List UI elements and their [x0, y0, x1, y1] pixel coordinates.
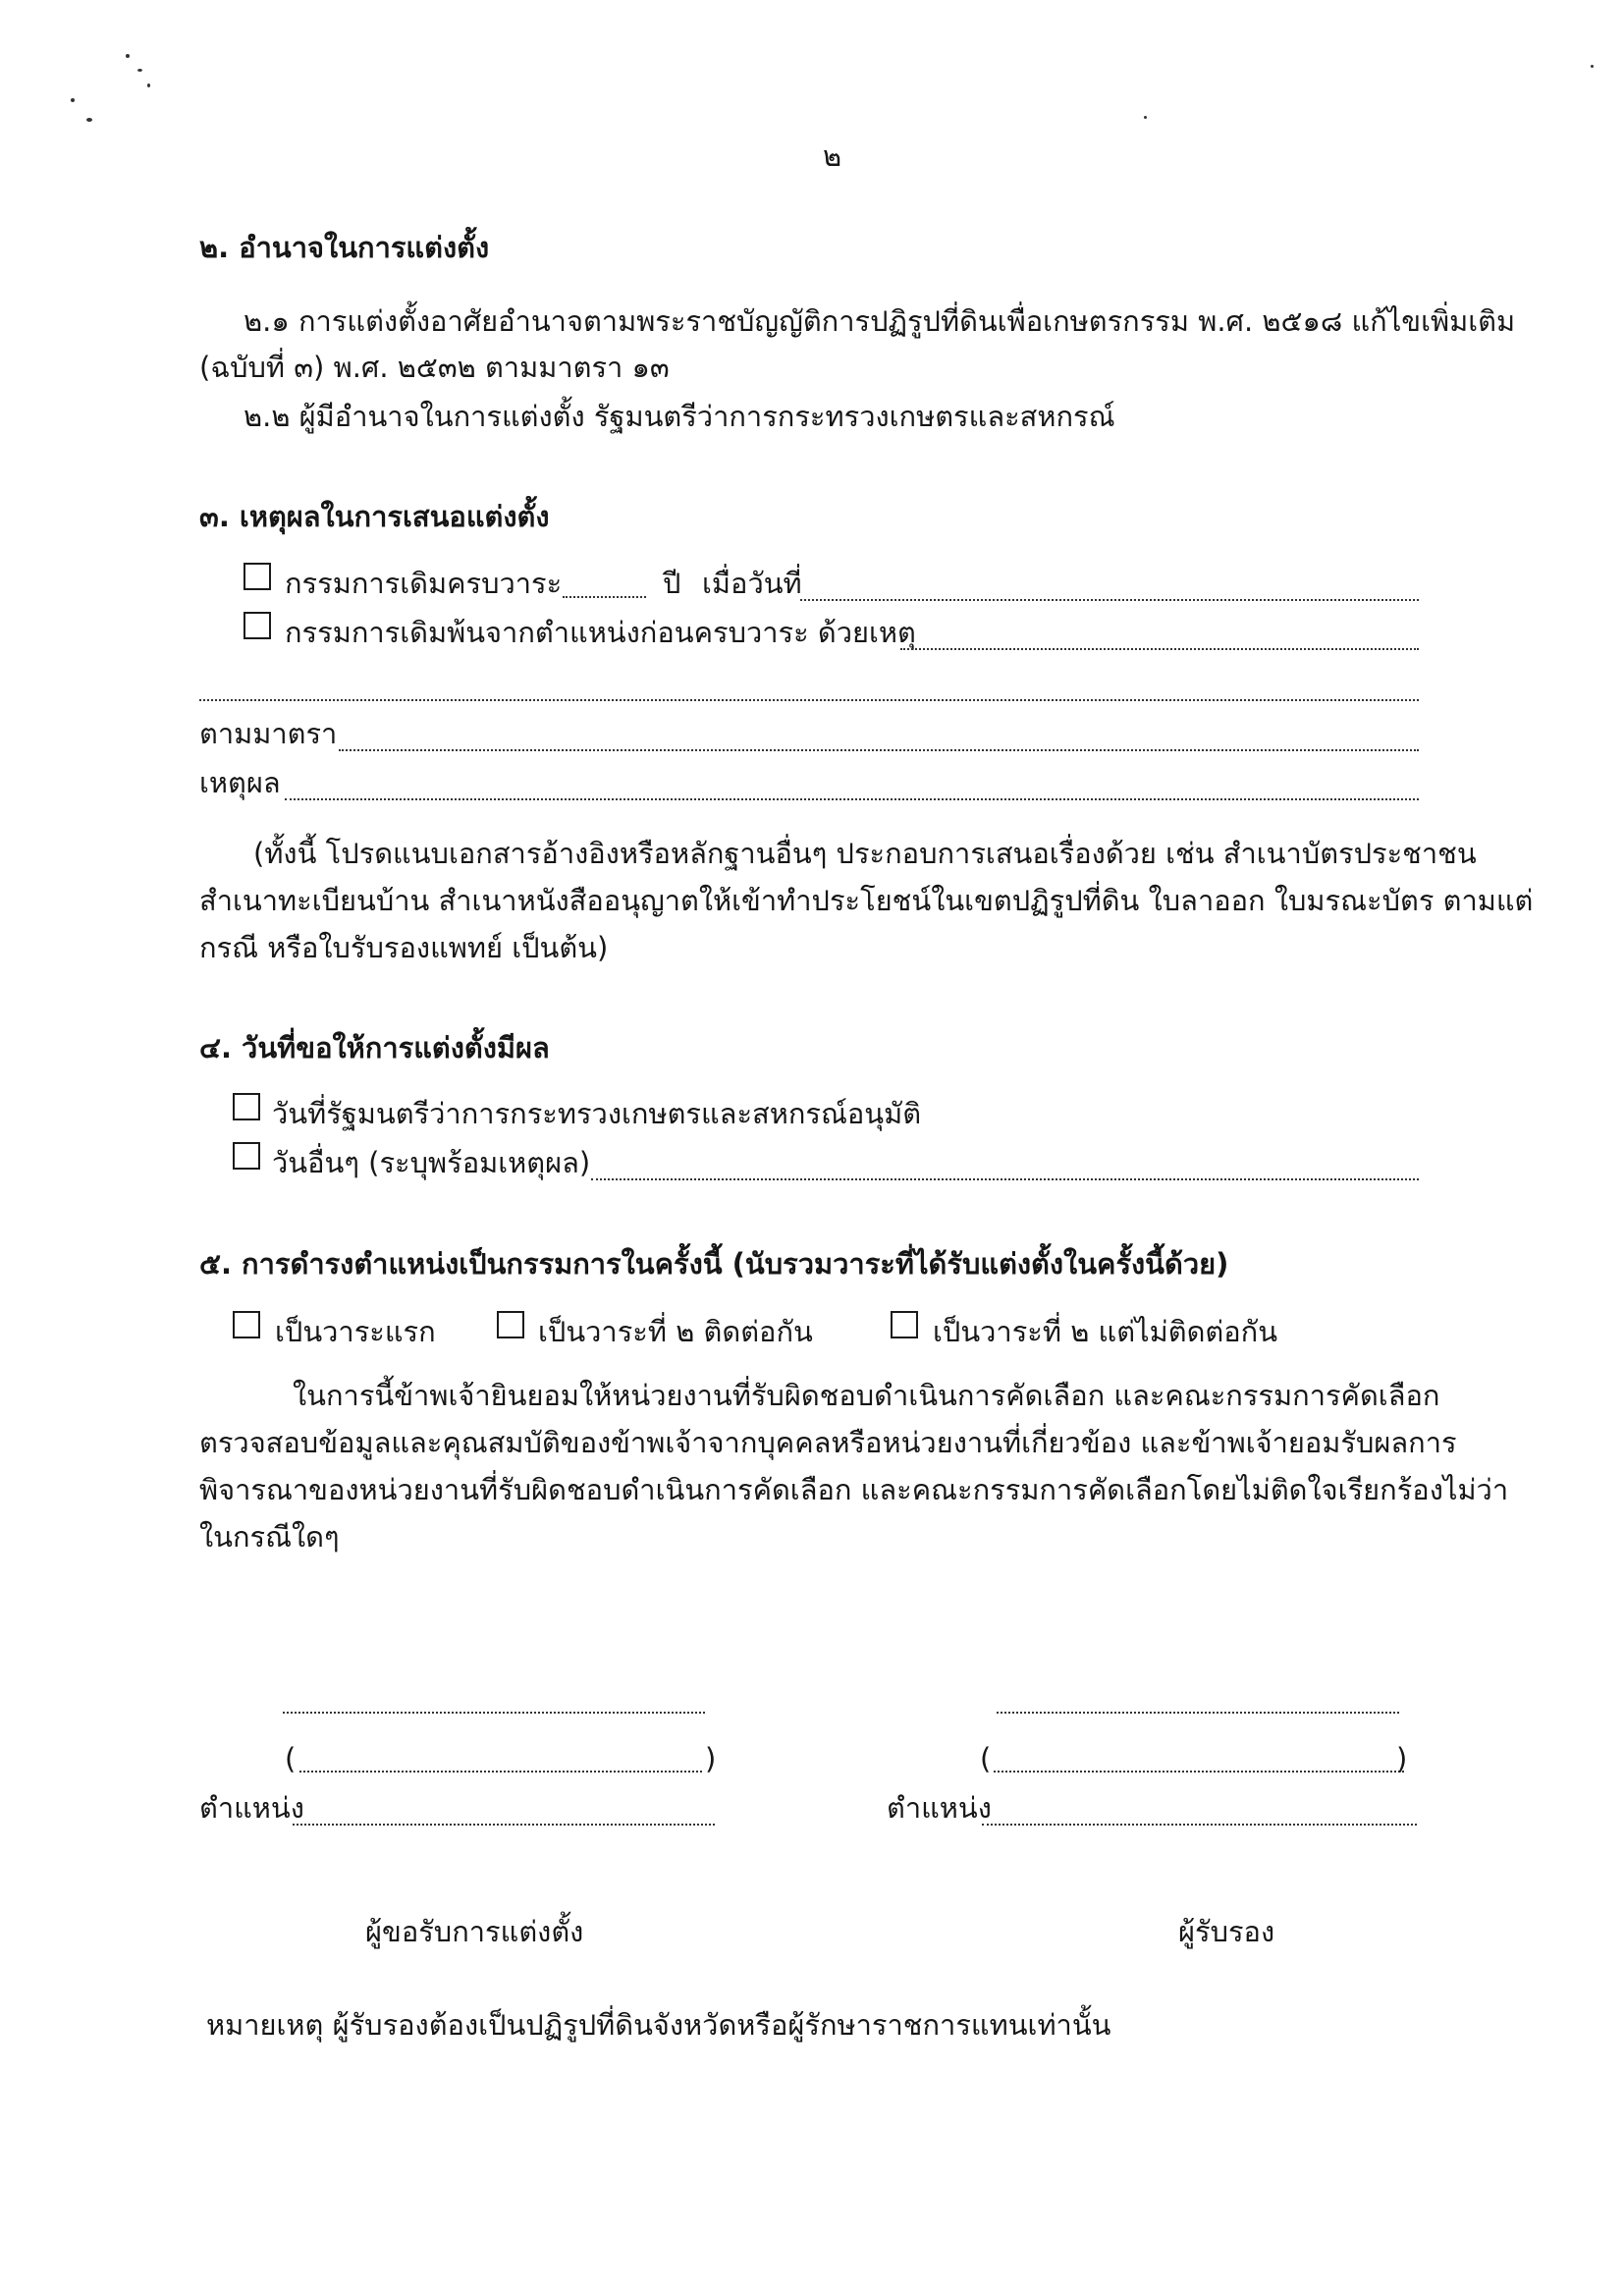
certifier-role-label: ผู้รับรอง	[1178, 1915, 1275, 1948]
certifier-open-paren: (	[980, 1742, 992, 1775]
certifier-position-label: ตำแหน่ง	[887, 1791, 992, 1825]
applicant-position-field[interactable]	[293, 1824, 715, 1826]
checkbox-first-term[interactable]	[233, 1311, 260, 1338]
reason-field[interactable]	[285, 798, 1419, 800]
certifier-signature-field[interactable]	[997, 1712, 1399, 1714]
option-minister-approval-date-label: วันที่รัฐมนตรีว่าการกระทรวงเกษตรและสหกรณ์อนุมัติ	[272, 1097, 922, 1130]
consent-line4: ในกรณีใดๆ	[199, 1520, 340, 1554]
section-3-heading: ๓. เหตุผลในการเสนอแต่งตั้ง	[199, 500, 550, 533]
option-term-completed-label: กรรมการเดิมครบวาระ	[285, 567, 563, 600]
section-2-2: ๒.๒ ผู้มีอำนาจในการแต่งตั้ง รัฐมนตรีว่าการกระทรวงเกษตรและสหกรณ์	[244, 400, 1115, 433]
certifier-position-field[interactable]	[982, 1824, 1417, 1826]
scan-speck	[137, 69, 142, 72]
term-end-date-field[interactable]	[800, 599, 1419, 601]
section-2-heading: ๒. อำนาจในการแต่งตั้ง	[199, 231, 490, 264]
section-4-heading: ๔. วันที่ขอให้การแต่งตั้งมีผล	[199, 1031, 550, 1064]
checkbox-second-consecutive-term[interactable]	[497, 1311, 524, 1338]
applicant-signature-field[interactable]	[283, 1712, 705, 1714]
other-date-reason-field[interactable]	[591, 1178, 1419, 1180]
attachment-note-line3: กรณี หรือใบรับรองแพทย์ เป็นต้น)	[199, 931, 609, 964]
scan-speck	[1591, 65, 1594, 68]
early-leave-cause-field[interactable]	[900, 648, 1419, 650]
certifier-close-paren: )	[1396, 1742, 1408, 1775]
applicant-open-paren: (	[285, 1742, 297, 1775]
section-label: ตามมาตรา	[199, 717, 338, 750]
reason-label: เหตุผล	[199, 766, 281, 799]
consent-line1: ในการนี้ข้าพเจ้ายินยอมให้หน่วยงานที่รับผิดชอบดำเนินการคัดเลือก และคณะกรรมการคัดเลือก	[293, 1379, 1440, 1412]
option-left-office-early-label: กรรมการเดิมพ้นจากตำแหน่งก่อนครบวาระ ด้วยเหตุ	[285, 616, 916, 649]
term-years-field[interactable]	[563, 596, 646, 598]
checkbox-term-completed[interactable]	[244, 563, 271, 590]
consent-line3: พิจารณาของหน่วยงานที่รับผิดชอบดำเนินการคัดเลือก และคณะกรรมการคัดเลือกโดยไม่ติดใจเรียกร้องไม่ว่า	[199, 1473, 1509, 1506]
checkbox-minister-approval-date[interactable]	[233, 1093, 260, 1120]
option-second-consecutive-term-label: เป็นวาระที่ ๒ ติดต่อกัน	[538, 1315, 813, 1348]
page-number: ๒	[823, 139, 842, 173]
section-2-1-line1: ๒.๑ การแต่งตั้งอาศัยอำนาจตามพระราชบัญญัติการปฏิรูปที่ดินเพื่อเกษตรกรรม พ.ศ. ๒๕๑๘ แก้ไขเพิ่มเติม	[244, 304, 1516, 338]
applicant-position-label: ตำแหน่ง	[199, 1791, 304, 1825]
years-label: ปี	[663, 567, 681, 600]
checkbox-other-date[interactable]	[233, 1142, 260, 1170]
section-5-heading: ๕. การดำรงตำแหน่งเป็นกรรมการในครั้งนี้ (นับรวมวาระที่ได้รับแต่งตั้งในครั้งนี้ด้วย)	[199, 1247, 1229, 1281]
applicant-name-field[interactable]	[299, 1771, 702, 1773]
section-2-1-line2: (ฉบับที่ ๓) พ.ศ. ๒๕๓๒ ตามมาตรา ๑๓	[199, 351, 670, 384]
option-other-date-label: วันอื่นๆ (ระบุพร้อมเหตุผล)	[272, 1146, 591, 1179]
option-second-nonconsecutive-term-label: เป็นวาระที่ ๒ แต่ไม่ติดต่อกัน	[933, 1315, 1278, 1348]
remark-note: หมายเหตุ ผู้รับรองต้องเป็นปฏิรูปที่ดินจังหวัดหรือผู้รักษาราชการแทนเท่านั้น	[206, 2008, 1111, 2042]
scan-speck	[71, 98, 75, 102]
scan-speck	[147, 83, 150, 87]
applicant-role-label: ผู้ขอรับการแต่งตั้ง	[365, 1915, 584, 1948]
checkbox-second-nonconsecutive-term[interactable]	[891, 1311, 918, 1338]
scan-speck	[1144, 116, 1147, 119]
certifier-name-field[interactable]	[994, 1771, 1404, 1773]
on-date-label: เมื่อวันที่	[702, 567, 802, 600]
section-field[interactable]	[339, 749, 1419, 751]
checkbox-left-office-early[interactable]	[244, 612, 271, 639]
scan-speck	[86, 118, 92, 122]
attachment-note-line1: (ทั้งนี้ โปรดแนบเอกสารอ้างอิงหรือหลักฐานอื่นๆ ประกอบการเสนอเรื่องด้วย เช่น สำเนาบัตรประชาชน	[253, 837, 1477, 870]
scan-speck	[126, 54, 130, 58]
attachment-note-line2: สำเนาทะเบียนบ้าน สำเนาหนังสืออนุญาตให้เข้าทำประโยชน์ในเขตปฏิรูปที่ดิน ใบลาออก ใบมรณะบัตร ตามแต่	[199, 884, 1534, 917]
early-leave-cause-field-continued[interactable]	[199, 699, 1419, 701]
consent-line2: ตรวจสอบข้อมูลและคุณสมบัติของข้าพเจ้าจากบุคคลหรือหน่วยงานที่เกี่ยวข้อง และข้าพเจ้ายอมรับผลการ	[199, 1426, 1457, 1459]
option-first-term-label: เป็นวาระแรก	[275, 1315, 436, 1348]
applicant-close-paren: )	[705, 1742, 717, 1775]
